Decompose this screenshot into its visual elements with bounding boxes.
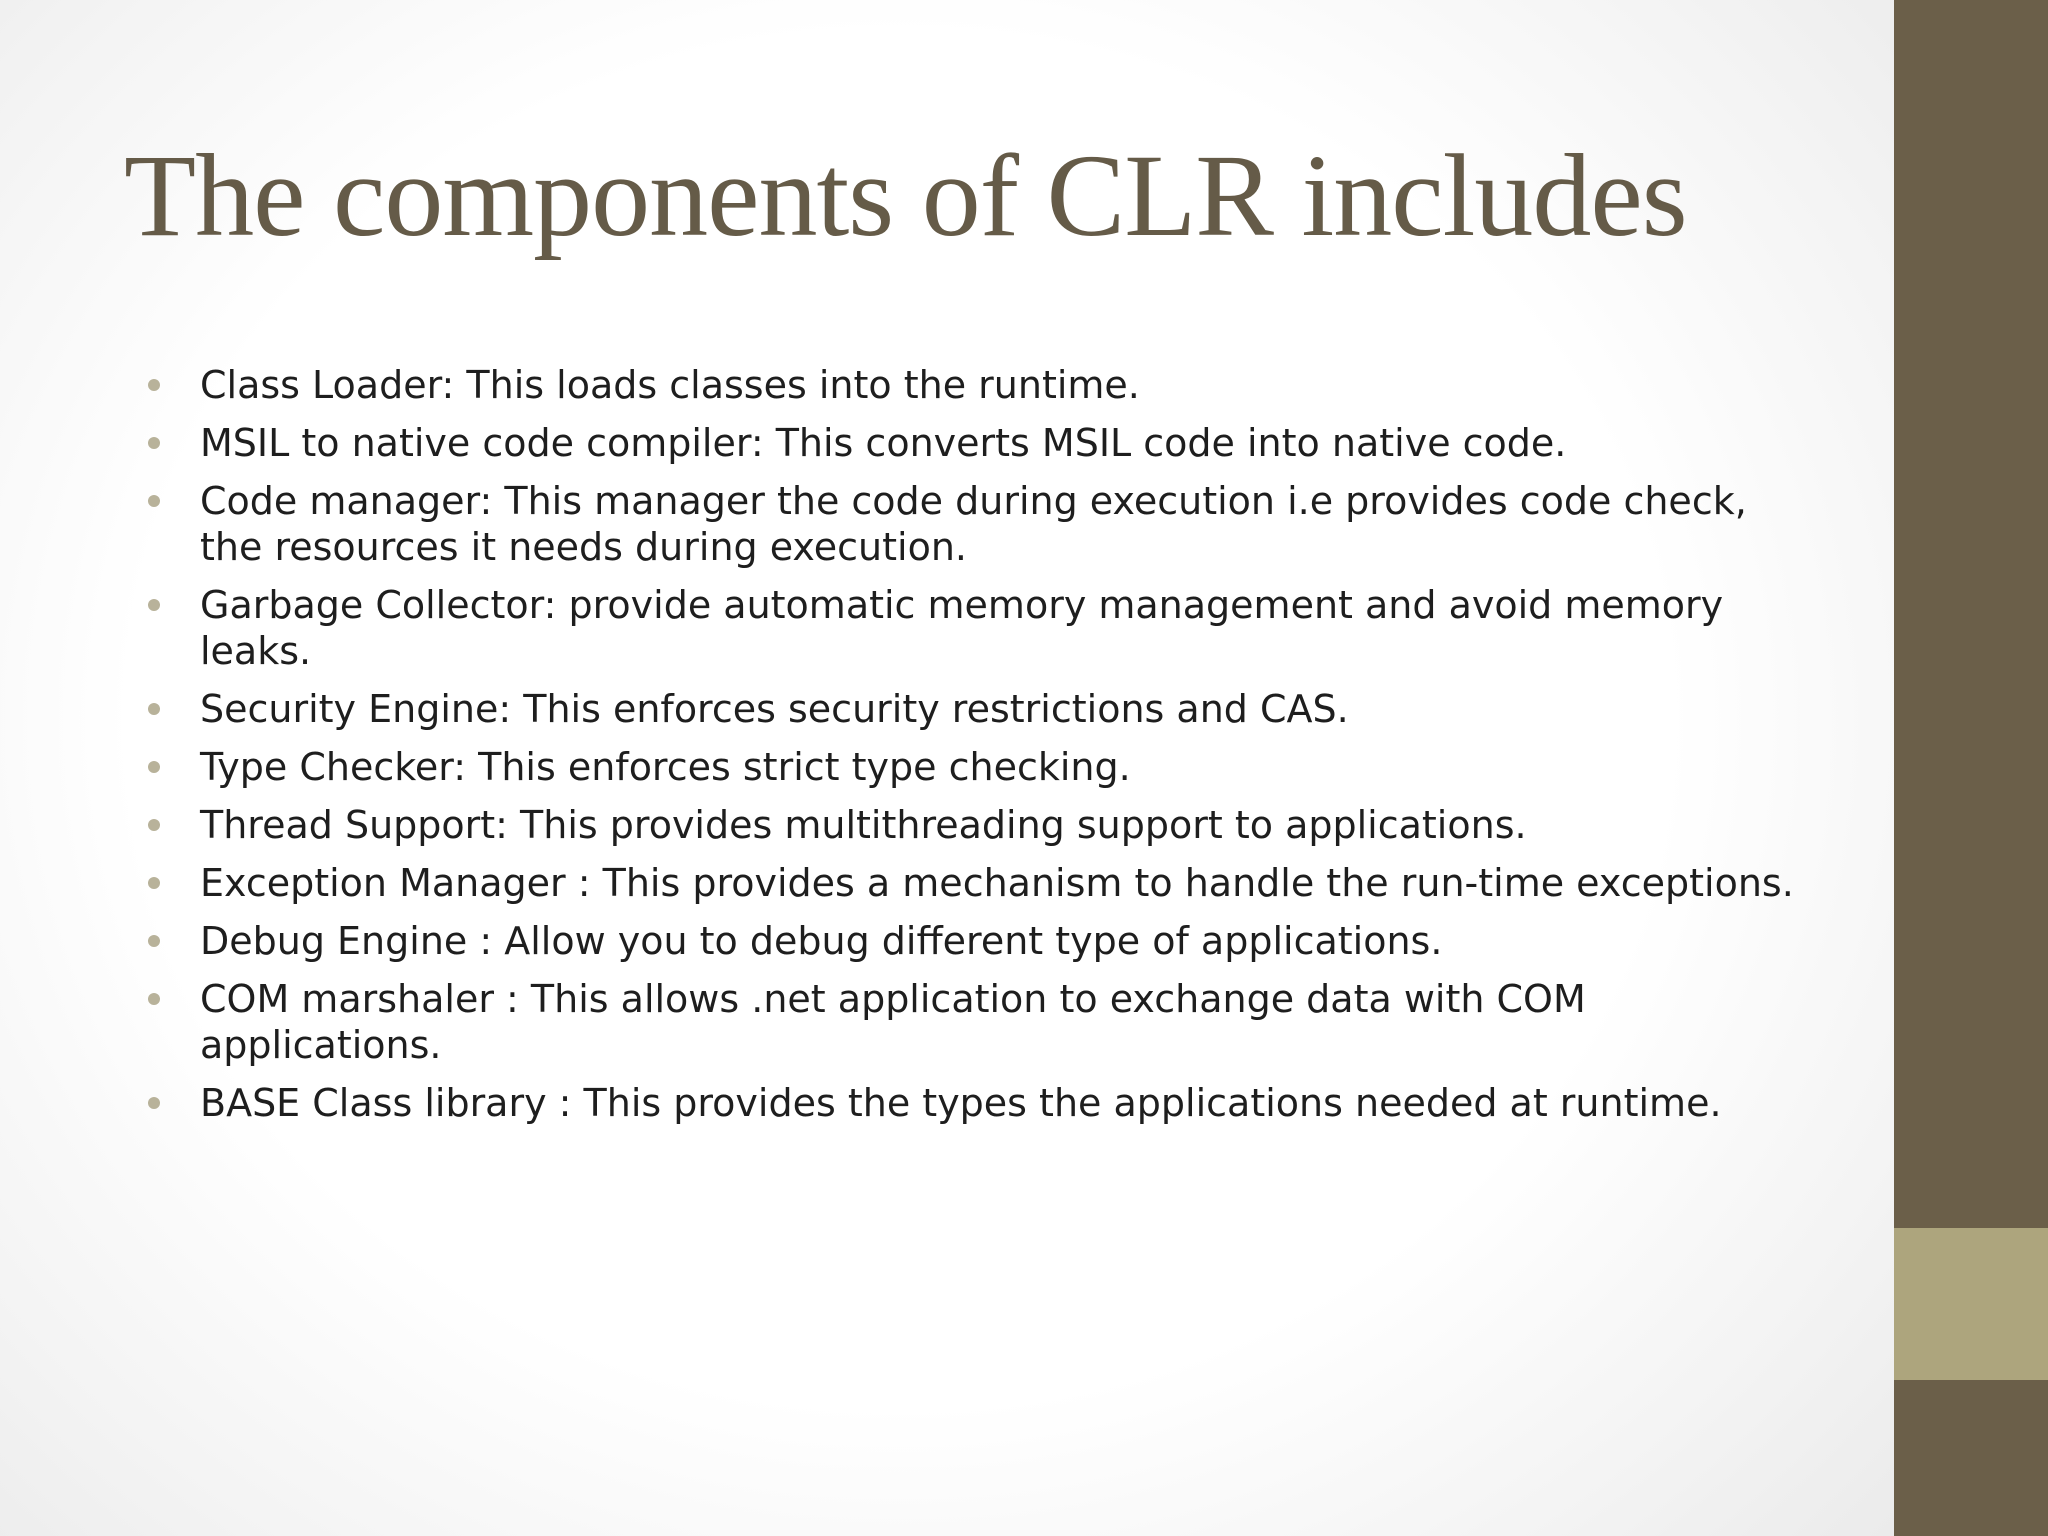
- bullet-icon: [148, 703, 160, 715]
- bullet-text: Class Loader: This loads classes into the runtime.: [200, 363, 1140, 407]
- list-item: [148, 802, 1798, 848]
- bullet-text: MSIL to native code compiler: This converts MSIL code into native code.: [200, 421, 1567, 465]
- list-item: [148, 582, 1798, 674]
- bullet-icon: [148, 599, 160, 611]
- slide-title: The components of CLR includes: [124, 130, 1687, 261]
- list-item: [148, 976, 1798, 1068]
- bullet-icon: [148, 1097, 160, 1109]
- bullet-text: BASE Class library : This provides the types the applications needed at runtime.: [200, 1081, 1722, 1125]
- bullet-text: Exception Manager : This provides a mechanism to handle the run-time exceptions.: [200, 861, 1794, 905]
- bullet-text: Code manager: This manager the code during execution i.e provides code check, the resources it needs during execution.: [200, 479, 1747, 569]
- bullet-icon: [148, 819, 160, 831]
- bullet-icon: [148, 993, 160, 1005]
- bullet-icon: [148, 495, 160, 507]
- bullet-text: Security Engine: This enforces security restrictions and CAS.: [200, 687, 1349, 731]
- bullet-text: Type Checker: This enforces strict type checking.: [200, 745, 1131, 789]
- list-item: [148, 420, 1798, 466]
- bullet-list: [148, 362, 1798, 1138]
- side-accent-decoration: [1894, 1228, 2048, 1380]
- list-item: [148, 686, 1798, 732]
- bullet-text: COM marshaler : This allows .net application to exchange data with COM applications.: [200, 977, 1586, 1067]
- bullet-icon: [148, 437, 160, 449]
- list-item: [148, 478, 1798, 570]
- bullet-icon: [148, 379, 160, 391]
- list-item: [148, 860, 1798, 906]
- bullet-icon: [148, 761, 160, 773]
- list-item: [148, 362, 1798, 408]
- bullet-text: Garbage Collector: provide automatic memory management and avoid memory leaks.: [200, 583, 1724, 673]
- list-item: [148, 1080, 1798, 1126]
- bullet-icon: [148, 935, 160, 947]
- bullet-icon: [148, 877, 160, 889]
- bullet-text: Debug Engine : Allow you to debug different type of applications.: [200, 919, 1443, 963]
- list-item: [148, 918, 1798, 964]
- bullet-text: Thread Support: This provides multithreading support to applications.: [200, 803, 1527, 847]
- list-item: [148, 744, 1798, 790]
